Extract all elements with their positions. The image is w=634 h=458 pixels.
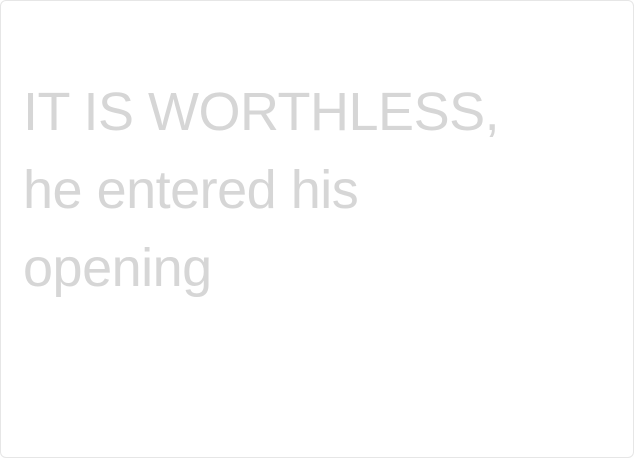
quote-text	[23, 73, 613, 307]
quote-line-1: IT IS WORTHLESS,	[23, 82, 500, 142]
quote-line-2: he entered his	[23, 160, 359, 220]
quote-line-3: opening	[23, 238, 212, 298]
